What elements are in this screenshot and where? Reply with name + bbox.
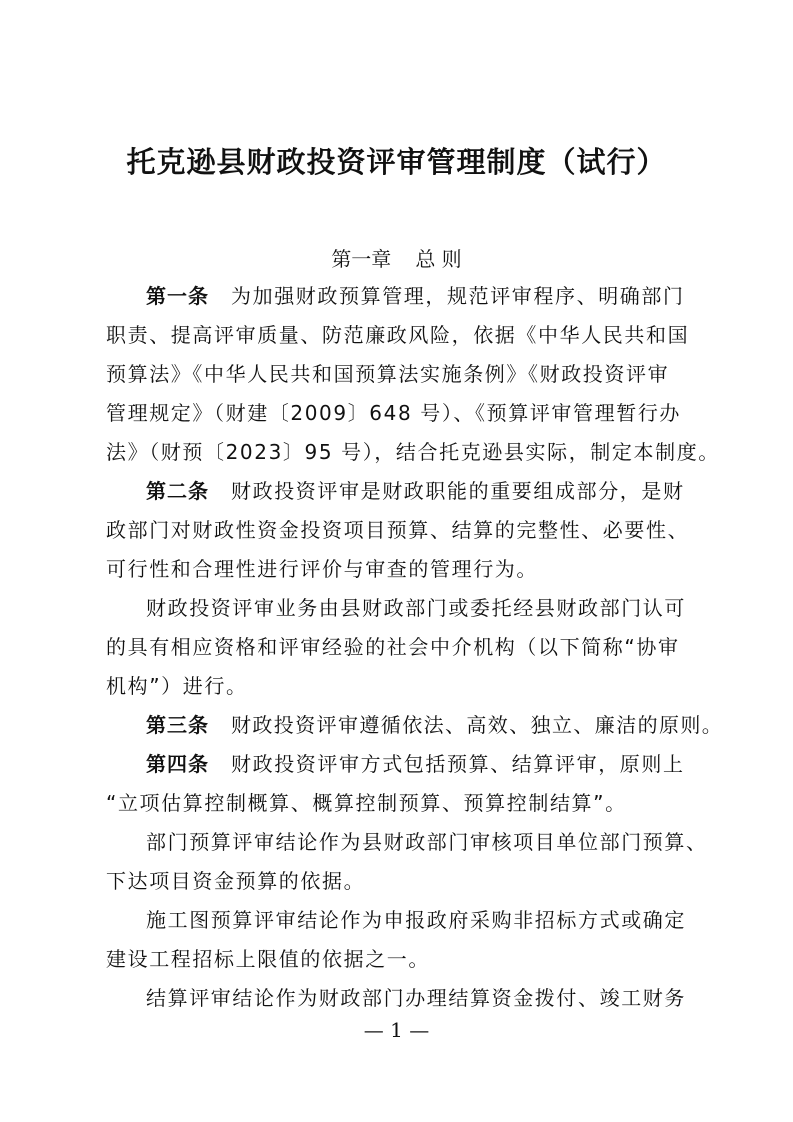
paragraph-line: 财政投资评审业务由县财政部门或委托经县财政部门认可 [146, 596, 686, 620]
paragraph-line: 施工图预算评审结论作为申报政府采购非招标方式或确定 [146, 908, 686, 932]
paragraph-line [146, 471, 726, 511]
paragraph-line: 法》（财预〔2023〕95 号），结合托克逊县实际，制定本制度。 [106, 440, 720, 464]
paragraph-line: “立项估算控制概算、概算控制预算、预算控制结算”。 [106, 791, 627, 815]
paragraph-line: 管理规定》（财建〔2009〕648 号）、《预算评审管理暂行办 [106, 401, 682, 425]
page-number: — 1 — [363, 1018, 430, 1042]
chapter-label: 第一章 [331, 247, 392, 271]
article-number: 第一条 [146, 284, 209, 308]
line-text: 为加强财政预算管理，规范评审程序、明确部门 [231, 284, 685, 308]
line-text: 财政投资评审遵循依法、高效、独立、廉洁的原则。 [231, 713, 724, 737]
paragraph-line: 政部门对财政性资金投资项目预算、结算的完整性、必要性、 [106, 518, 690, 542]
article-number: 第三条 [146, 713, 209, 737]
chapter-name: 总 则 [415, 247, 462, 271]
line-text: 财政投资评审是财政职能的重要组成部分，是财 [231, 479, 685, 503]
paragraph-line: 可行性和合理性进行评价与审查的管理行为。 [106, 557, 538, 581]
document-title: 托克逊县财政投资评审管理制度（试行） [126, 145, 667, 179]
article-number: 第二条 [146, 479, 209, 503]
line-text: 财政投资评审方式包括预算、结算评审，原则上 [231, 752, 685, 776]
paragraph-line: 建设工程招标上限值的依据之一。 [106, 947, 430, 971]
paragraph-line: 部门预算评审结论作为县财政部门审核项目单位部门预算、 [146, 830, 708, 854]
paragraph-line: 下达项目资金预算的依据。 [106, 869, 366, 893]
paragraph-line: 预算法》《中华人民共和国预算法实施条例》《财政投资评审 [106, 362, 670, 386]
article-number: 第四条 [146, 752, 209, 776]
paragraph-line: 结算评审结论作为财政部门办理结算资金拨付、竣工财务 [146, 986, 686, 1010]
paragraph-line: 的具有相应资格和评审经验的社会中介机构（以下简称“协审 [106, 635, 680, 659]
paragraph-line [146, 744, 726, 784]
chapter-heading [0, 243, 793, 272]
paragraph-line [146, 276, 726, 316]
paragraph-line: 机构”）进行。 [106, 674, 248, 698]
paragraph-line [146, 705, 726, 745]
paragraph-line: 职责、提高评审质量、防范廉政风险，依据《中华人民共和国 [106, 323, 690, 347]
